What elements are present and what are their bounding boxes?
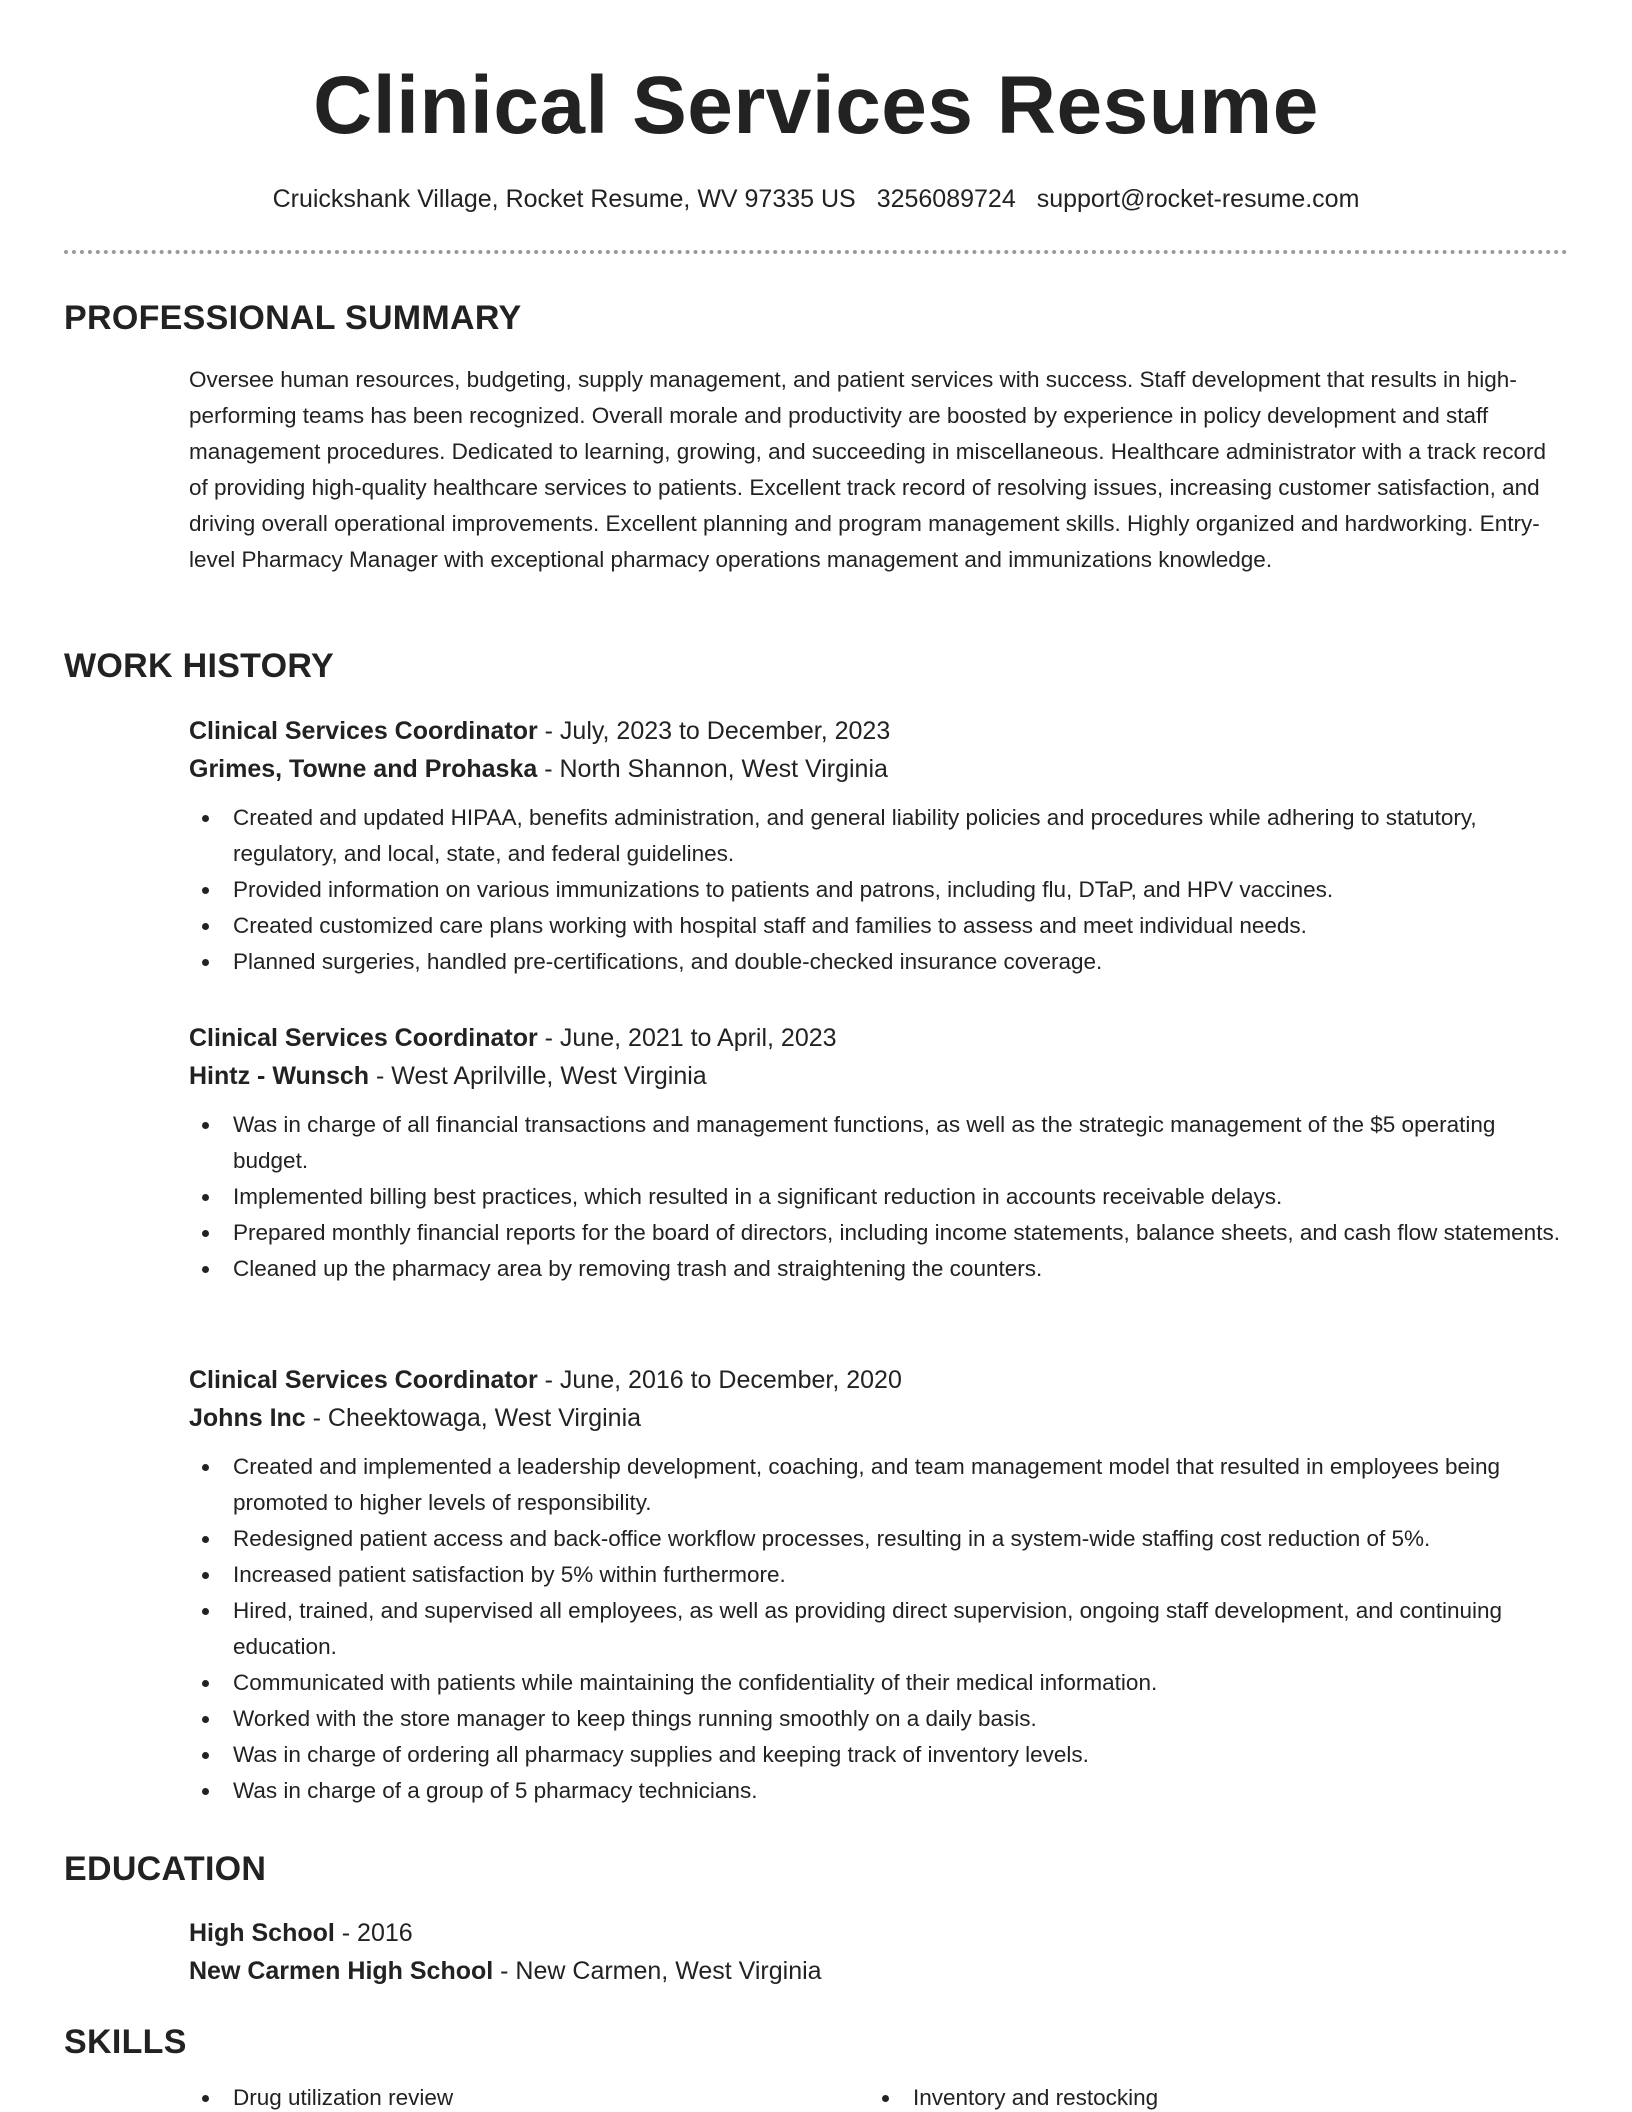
list-item: Increased patient satisfaction by 5% within furthermore. (189, 1557, 1569, 1593)
section-title-education: EDUCATION (64, 1850, 267, 1888)
section-title-work-history: WORK HISTORY (64, 647, 334, 685)
job-company-line (189, 1057, 1569, 1095)
list-item: Prepared monthly financial reports for the board of directors, including income statements, balance sheets, and cash flow statements. (189, 1215, 1569, 1251)
section-title-skills: SKILLS (64, 2023, 187, 2061)
job-entry (189, 1019, 1569, 1287)
job-location: - North Shannon, West Virginia (537, 755, 888, 783)
job-company-line (189, 750, 1569, 788)
job-title-line (189, 1361, 1569, 1399)
job-dates: - June, 2016 to December, 2020 (537, 1366, 902, 1394)
skill-item: Inventory and restocking (869, 2080, 1549, 2112)
list-item: Created and implemented a leadership development, coaching, and team management model that resulted in employees being promoted to higher levels of responsibility. (189, 1449, 1569, 1521)
job-title: Clinical Services Coordinator (189, 1024, 538, 1052)
resume-title: Clinical Services Resume (313, 60, 1319, 151)
job-entry (189, 712, 1569, 980)
education-degree-line (189, 1914, 1569, 1952)
job-location: - Cheektowaga, West Virginia (305, 1404, 642, 1432)
job-title: Clinical Services Coordinator (189, 717, 538, 745)
summary-text: Oversee human resources, budgeting, supply management, and patient services with success. Staff development that results in high-performing teams has been recognized. Overall morale and productivity are boosted by experience in policy development and staff management procedures. Dedicated to learning, growing, and succeeding in miscellaneous. Healthcare administrator with a track record of providing high-quality healthcare services to patients. Excellent track record of resolving issues, increasing customer satisfaction, and driving overall operational improvements. Excellent planning and program management skills. Highly organized and hardworking. Entry-level Pharmacy Manager with exceptional pharmacy operations management and immunizations knowledge. (189, 367, 1546, 572)
job-bullets (189, 1449, 1569, 1809)
skills-column-right (869, 2080, 1549, 2112)
job-location: - West Aprilville, West Virginia (369, 1062, 707, 1090)
job-bullets (189, 1107, 1569, 1287)
list-item: Created customized care plans working with hospital staff and families to assess and meet individual needs. (189, 908, 1569, 944)
job-dates: - June, 2021 to April, 2023 (537, 1024, 837, 1052)
list-item: Communicated with patients while maintaining the confidentiality of their medical information. (189, 1665, 1569, 1701)
list-item: Hired, trained, and supervised all employees, as well as providing direct supervision, ongoing staff development, and continuing education. (189, 1593, 1569, 1665)
job-company: Grimes, Towne and Prohaska (189, 755, 538, 783)
list-item: Planned surgeries, handled pre-certifications, and double-checked insurance coverage. (189, 944, 1569, 980)
education-school: New Carmen High School (189, 1957, 494, 1985)
list-item: Cleaned up the pharmacy area by removing trash and straightening the counters. (189, 1251, 1569, 1287)
list-item: Was in charge of a group of 5 pharmacy technicians. (189, 1773, 1569, 1809)
contact-phone: 3256089724 (876, 185, 1016, 213)
education-school-line (189, 1952, 1569, 1990)
list-item: Created and updated HIPAA, benefits administration, and general liability policies and procedures while adhering to statutory, regulatory, and local, state, and federal guidelines. (189, 800, 1569, 872)
skills-list (189, 2080, 1569, 2112)
section-title-summary: PROFESSIONAL SUMMARY (64, 299, 522, 337)
job-entry (189, 1361, 1569, 1809)
skills-column-left (189, 2080, 869, 2112)
job-company: Hintz - Wunsch (189, 1062, 370, 1090)
job-title-line (189, 1019, 1569, 1057)
skill-item: Drug utilization review (189, 2080, 869, 2112)
job-company: Johns Inc (189, 1404, 306, 1432)
resume-page (64, 0, 1568, 2112)
job-dates: - July, 2023 to December, 2023 (537, 717, 891, 745)
education-entry (189, 1914, 1569, 1990)
job-title: Clinical Services Coordinator (189, 1366, 538, 1394)
contact-line (64, 182, 1568, 216)
list-item: Was in charge of all financial transactions and management functions, as well as the strategic management of the $5 operating budget. (189, 1107, 1569, 1179)
education-location: - New Carmen, West Virginia (493, 1957, 822, 1985)
contact-email: support@rocket-resume.com (1036, 185, 1360, 213)
list-item: Redesigned patient access and back-office workflow processes, resulting in a system-wide staffing cost reduction of 5%. (189, 1521, 1569, 1557)
job-title-line (189, 712, 1569, 750)
list-item: Worked with the store manager to keep things running smoothly on a daily basis. (189, 1701, 1569, 1737)
list-item: Provided information on various immunizations to patients and patrons, including flu, DTaP, and HPV vaccines. (189, 872, 1569, 908)
contact-address: Cruickshank Village, Rocket Resume, WV 97335 US (272, 185, 856, 213)
job-bullets (189, 800, 1569, 980)
list-item: Was in charge of ordering all pharmacy supplies and keeping track of inventory levels. (189, 1737, 1569, 1773)
education-degree: High School (189, 1919, 335, 1947)
list-item: Implemented billing best practices, which resulted in a significant reduction in accounts receivable delays. (189, 1179, 1569, 1215)
education-year: - 2016 (334, 1919, 413, 1947)
header-divider (64, 250, 1568, 254)
job-company-line (189, 1399, 1569, 1437)
